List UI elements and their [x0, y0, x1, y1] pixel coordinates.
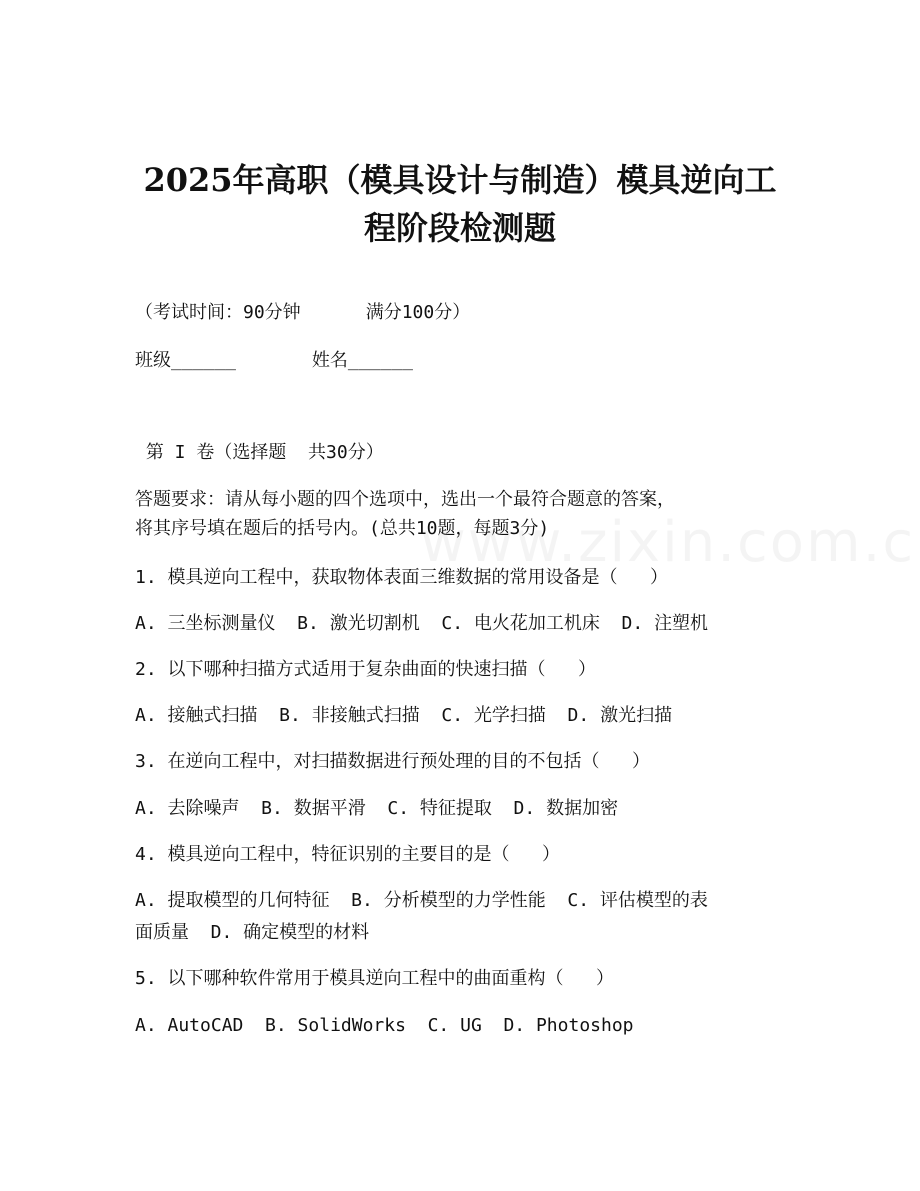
question-5-options: A. AutoCAD B. SolidWorks C. UG D. Photoshop: [135, 1015, 634, 1036]
page-title-line-1: 2025年高职（模具设计与制造）模具逆向工: [143, 161, 777, 199]
exam-info: （考试时间：90分钟 满分100分）: [135, 302, 471, 323]
question-3-stem: 3. 在逆向工程中，对扫描数据进行预处理的目的不包括（ ）: [135, 751, 651, 772]
question-3-options: A. 去除噪声 B. 数据平滑 C. 特征提取 D. 数据加密: [135, 798, 619, 819]
instructions-line-1: 答题要求：请从每小题的四个选项中，选出一个最符合题意的答案，: [135, 489, 675, 510]
question-2-stem: 2. 以下哪种扫描方式适用于复杂曲面的快速扫描（ ）: [135, 659, 597, 680]
question-1-stem: 1. 模具逆向工程中，获取物体表面三维数据的常用设备是（ ）: [135, 567, 669, 588]
section-heading: 第 I 卷（选择题 共30分）: [135, 442, 384, 463]
class-name-fields: 班级______ 姓名______: [135, 350, 413, 371]
question-4-options-line-2: 面质量 D. 确定模型的材料: [135, 922, 370, 943]
instructions-line-2: 将其序号填在题后的括号内。(总共10题，每题3分): [135, 518, 550, 539]
page-title-line-2: 程阶段检测题: [363, 209, 556, 247]
question-1-options: A. 三坐标测量仪 B. 激光切割机 C. 电火花加工机床 D. 注塑机: [135, 613, 709, 634]
question-4-stem: 4. 模具逆向工程中，特征识别的主要目的是（ ）: [135, 844, 561, 865]
question-5-stem: 5. 以下哪种软件常用于模具逆向工程中的曲面重构（ ）: [135, 968, 615, 989]
question-2-options: A. 接触式扫描 B. 非接触式扫描 C. 光学扫描 D. 激光扫描: [135, 705, 673, 726]
question-4-options-line-1: A. 提取模型的几何特征 B. 分析模型的力学性能 C. 评估模型的表: [135, 890, 708, 911]
